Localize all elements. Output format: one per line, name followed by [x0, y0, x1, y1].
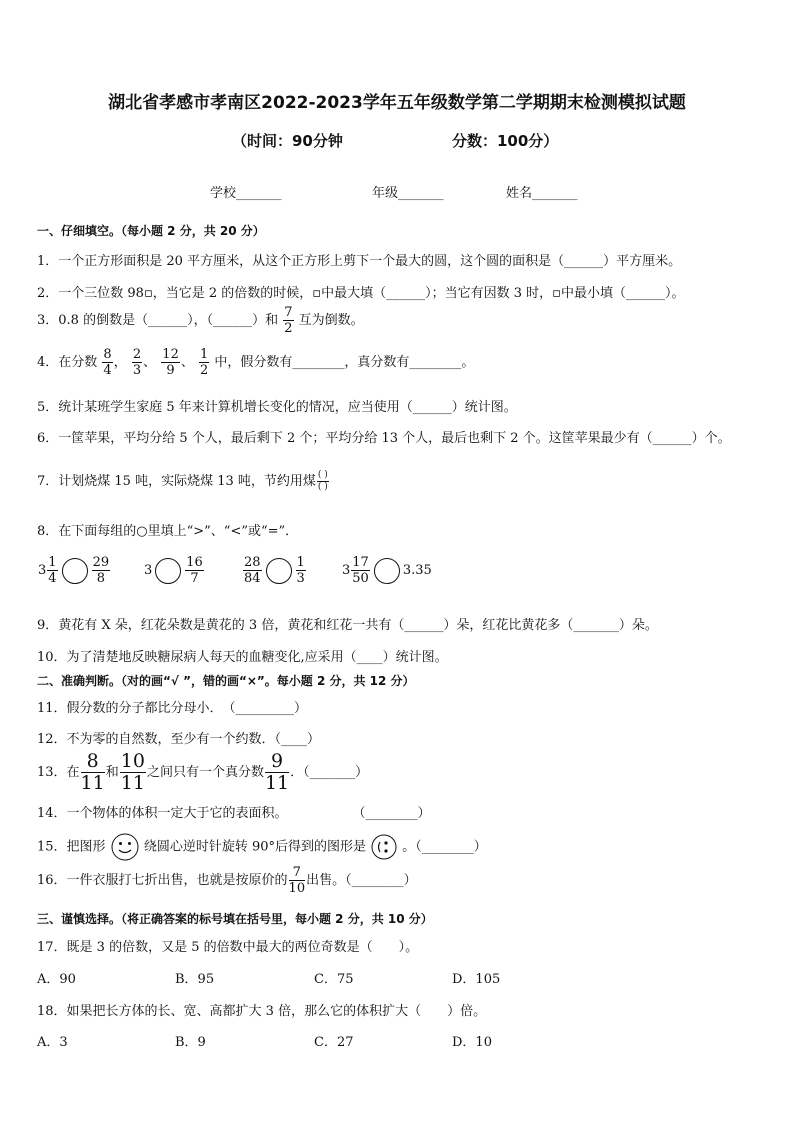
exam-time: （时间：90分钟 — [232, 132, 343, 150]
question-10: 10．为了清楚地反映糖尿病人每天的血糖变化,应采用（____）统计图。 — [37, 650, 448, 665]
question-14: 14．一个物体的体积一定大于它的表面积。 （________） — [37, 806, 431, 821]
section-fill-blank: 一、仔细填空。（每小题 2 分，共 20 分） — [37, 224, 265, 238]
question-2: 2．一个三位数 98▫，当它是 2 的倍数的时候，▫中最大填（______）；当它有因数 3 时，▫中最小填（______）。 — [37, 286, 685, 301]
question-5: 5．统计某班学生家庭 5 年来计算机增长变化的情况，应当使用（______）统计图。 — [37, 400, 517, 415]
option-d[interactable]: D．10 — [452, 1035, 492, 1050]
question-13: 13．在 $\frac{8}{11}$ 和 $\frac{10}{11}$ 之间只有一个真分数 $\frac{9}{11}$ ．（_______） — [37, 750, 369, 794]
grade-field: 年级_______ — [372, 186, 444, 201]
compare-circle[interactable] — [374, 558, 400, 584]
compare-group-4: 3 $\frac{17}{50}$ 3.35 — [342, 555, 432, 586]
question-3: 3．0.8 的倒数是（______），（______）和 $\frac{7}{2}$ 互为倒数。 — [37, 305, 364, 336]
fraction: $\frac{9}{11}$ — [264, 750, 290, 794]
question-8: 8．在下面每组的○里填上“>”、“<”或“=”． — [37, 524, 299, 539]
fraction: $\frac{1}{2}$ — [200, 347, 209, 378]
fraction: $\frac{1}{3}$ — [296, 555, 305, 586]
compare-circle[interactable] — [155, 558, 181, 584]
compare-circle[interactable] — [266, 558, 292, 584]
fraction: $\frac{7}{2}$ — [284, 305, 293, 336]
fraction: $\frac{10}{11}$ — [120, 750, 145, 794]
option-c[interactable]: C．27 — [314, 1035, 354, 1050]
fraction: $\frac{7}{10}$ — [288, 865, 306, 896]
option-a[interactable]: A．90 — [37, 972, 76, 987]
question-9: 9．黄花有 X 朵，红花朵数是黄花的 3 倍，黄花和红花一共有（______）朵，红花比黄花多（_______）朵。 — [37, 618, 658, 633]
question-12: 12．不为零的自然数，至少有一个约数．（____） — [37, 732, 321, 747]
rotated-face-icon — [370, 833, 398, 861]
fraction: $\frac{1}{4}$ — [48, 555, 57, 586]
smiley-face-icon — [110, 832, 140, 862]
option-d[interactable]: D．105 — [452, 972, 501, 987]
question-11: 11．假分数的分子都比分母小． （_________） — [37, 701, 308, 716]
fraction: $\frac{2}{3}$ — [132, 347, 142, 378]
question-7: 7．计划烧煤 15 吨，实际烧煤 13 吨，节约用煤 $\frac{( )}{( )}$ — [37, 470, 328, 492]
option-a[interactable]: A．3 — [37, 1035, 68, 1050]
compare-group-2: 3 $\frac{16}{7}$ — [144, 555, 203, 586]
name-field: 姓名_______ — [506, 186, 578, 201]
compare-circle[interactable] — [62, 558, 88, 584]
school-field: 学校_______ — [210, 186, 282, 201]
option-b[interactable]: B．95 — [175, 972, 215, 987]
question-1: 1．一个正方形面积是 20 平方厘米，从这个正方形上剪下一个最大的圆，这个圆的面积是（______）平方厘米。 — [37, 254, 682, 269]
question-15: 15．把图形 绕圆心逆时针旋转 90°后得到的图形是 。（________） — [37, 832, 487, 862]
fraction: $\frac{29}{8}$ — [92, 555, 110, 586]
question-18: 18．如果把长方体的长、宽、高都扩大 3 倍，那么它的体积扩大（ ）倍。 — [37, 1004, 487, 1019]
compare-group-3 — [242, 556, 307, 585]
section-choose: 三、谨慎选择。（将正确答案的标号填在括号里，每小题 2 分，共 10 分） — [37, 912, 433, 926]
fraction: $\frac{17}{50}$ — [352, 555, 369, 586]
exam-score: 分数：100分） — [452, 132, 559, 150]
fraction: $\frac{12}{9}$ — [162, 347, 179, 378]
question-4: 4．在分数 $\frac{8}{4}$ ， $\frac{2}{3}$ 、 $\frac{12}{9}$ 、 $\frac{1}{2}$ 中，假分数有________，真分数有________。 — [37, 347, 475, 378]
question-17: 17．既是 3 的倍数，又是 5 的倍数中最大的两位奇数是（ ）。 — [37, 940, 419, 955]
compare-group-1: 3 $\frac{1}{4}$ $\frac{29}{8}$ — [38, 555, 110, 586]
page-title: 湖北省孝感市孝南区2022-2023学年五年级数学第二学期期末检测模拟试题 — [108, 93, 686, 113]
fraction: $\frac{( )}{( )}$ — [317, 470, 328, 492]
fraction: $\frac{8}{4}$ — [103, 347, 112, 378]
question-16: 16．一件衣服打七折出售，也就是按原价的 $\frac{7}{10}$ 出售。（________） — [37, 865, 417, 896]
fraction: $\frac{28}{84}$ — [244, 555, 261, 586]
section-judge: 二、准确判断。（对的画“√ ”，错的画“×”。每小题 2 分，共 12 分） — [37, 674, 415, 688]
fraction: $\frac{16}{7}$ — [186, 555, 203, 586]
question-6: 6．一筐苹果，平均分给 5 个人，最后剩下 2 个；平均分给 13 个人，最后也剩下 2 个。这筐苹果最少有（______）个。 — [37, 431, 731, 446]
option-c[interactable]: C．75 — [314, 972, 354, 987]
fraction: $\frac{8}{11}$ — [80, 750, 105, 794]
option-b[interactable]: B．9 — [175, 1035, 206, 1050]
